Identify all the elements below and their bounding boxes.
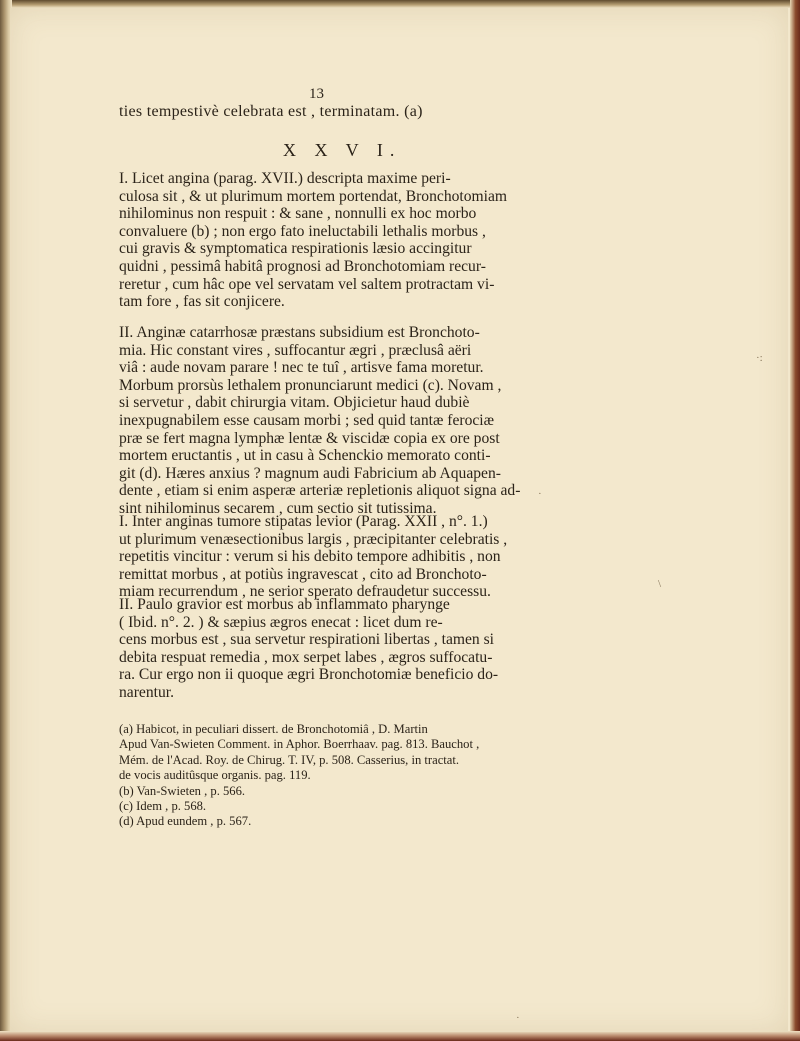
text-line: cui gravis & symptomatica respirationis læsio accingitur <box>119 240 472 258</box>
text-line: si servetur , dabit chirurgia vitam. Objicietur haud dubiè <box>119 394 470 412</box>
text-line: remittat morbus , at potiùs ingravescat , cito ad Bronchoto- <box>119 565 487 583</box>
text-line: reretur , cum hâc ope vel servatam vel saltem protractam vi- <box>119 275 495 293</box>
page-edge-bottom <box>0 1031 800 1041</box>
text-line: convaluere (b) ; non ergo fato ineluctabili lethalis morbus , <box>119 222 486 240</box>
paragraph-4 <box>119 596 541 702</box>
text-line: II. Paulo gravior est morbus ab inflammato pharynge <box>119 596 450 613</box>
text-line: debita respuat remedia , mox serpet labes , ægros suffocatu- <box>119 648 493 666</box>
paragraph-2 <box>119 324 541 518</box>
text-line: tam fore , fas sit conjicere. <box>119 293 285 311</box>
footnote-line: (a) Habicot, in peculiari dissert. de Bronchotomiâ , D. Martin <box>119 722 428 736</box>
text-line: Morbum prorsùs lethalem pronunciarunt medici (c). Novam , <box>119 376 502 394</box>
footnote-line: (d) Apud eundem , p. 567. <box>119 814 252 829</box>
page-number: 13 <box>309 86 324 102</box>
text-line: mortem eructantis , ut in casu à Schenckio memorato conti- <box>119 447 491 465</box>
footnote-line: (b) Van-Swieten , p. 566. <box>119 783 246 798</box>
footnote-line: Mém. de l'Acad. Roy. de Chirug. T. IV, p. 508. Casserius, in tractat. <box>119 752 460 767</box>
text-line: II. Anginæ catarrhosæ præstans subsidium est Bronchoto- <box>119 324 480 341</box>
text-line: quidni , pessimâ habitâ prognosi ad Bronchotomiam recur- <box>119 257 486 275</box>
footnote-line: de vocis auditûsque organis. pag. 119. <box>119 768 311 783</box>
page-edge-top <box>0 0 800 8</box>
text-line: mia. Hic constant vires , suffocantur ægri , præclusâ aëri <box>119 341 472 359</box>
text-line: ut plurimum venæsectionibus largis , præcipitanter celebratis , <box>119 530 508 548</box>
text-line: ( Ibid. n°. 2. ) & sæpius ægros enecat : licet dum re- <box>119 613 443 631</box>
footnote-line: Apud Van-Swieten Comment. in Aphor. Boerrhaav. pag. 813. Bauchot , <box>119 737 480 752</box>
text-line: miam recurrendum , ne serior sperato defraudetur successu. <box>119 583 491 601</box>
text-line: culosa sit , & ut plurimum mortem portendat, Bronchotomiam <box>119 187 508 205</box>
text-line: git (d). Hæres anxius ? magnum audi Fabricium ab Aquapen- <box>119 464 501 482</box>
paper-speck: · <box>516 1012 520 1024</box>
footnote-line: (c) Idem , p. 568. <box>119 799 207 814</box>
text-line: inexpugnabilem esse causam morbi ; sed quid tantæ ferociæ <box>119 411 495 429</box>
text-line: I. Licet angina (parag. XVII.) descripta maxime peri- <box>119 170 451 187</box>
footnotes <box>119 722 549 830</box>
text-line: ra. Cur ergo non ii quoque ægri Bronchotomiæ beneficio do- <box>119 666 499 684</box>
text-line: dente , etiam si enim asperæ arteriæ repletionis aliquot signa ad- <box>119 482 521 500</box>
paragraph-1 <box>119 170 541 311</box>
section-heading: X X V I. <box>283 140 402 160</box>
text-line: repetitis vincitur : verum si his debito tempore adhibitis , non <box>119 548 501 566</box>
paper-speck: \ <box>658 578 662 590</box>
text-line: nihilominus non respuit : & sane , nonnulli ex hoc morbo <box>119 205 477 223</box>
text-line: I. Inter anginas tumore stipatas levior (Parag. XXII , n°. 1.) <box>119 513 488 530</box>
text-line: cens morbus est , sua servetur respirationi libertas , tamen si <box>119 631 495 649</box>
runon-line: ties tempestivè celebrata est , terminatam. (a) <box>119 103 423 120</box>
paper-speck: · <box>538 488 542 500</box>
text-line: sint nihilominus secarem , cum sectio sit tutissima. <box>119 499 437 517</box>
text-line: viâ : aude novam parare ! nec te tuî , artisve fama moretur. <box>119 359 484 377</box>
text-line: narentur. <box>119 683 174 701</box>
text-line: præ se fert magna lymphæ lentæ & viscidæ copia ex ore post <box>119 429 500 447</box>
paper-speck: ·: <box>756 352 763 364</box>
paragraph-3 <box>119 513 541 601</box>
page-edge-right <box>790 0 800 1041</box>
